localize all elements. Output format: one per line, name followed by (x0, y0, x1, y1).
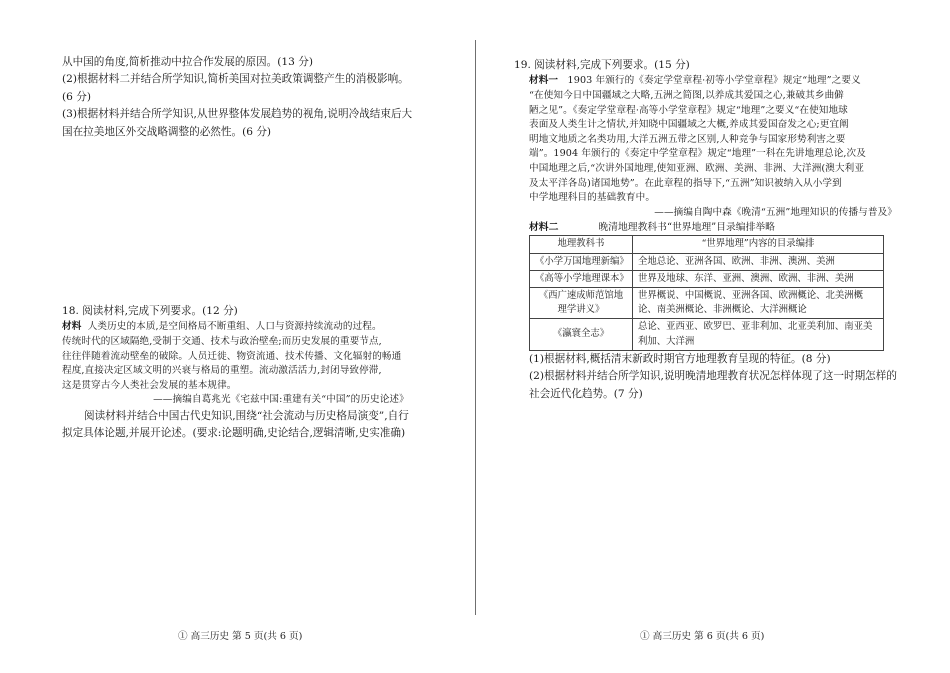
q17-continued (62, 54, 412, 141)
textbook-table (529, 235, 884, 350)
question-18 (62, 303, 409, 443)
q18-material-label: 材料 (62, 321, 82, 333)
table-cell-contents: 世界概说、中国概说、亚洲各国、欧洲概论、北美洲概论、南美洲概论、非洲概论、大洋洲概论 (633, 287, 884, 318)
q18-material-line-1 (62, 320, 409, 335)
q19-question-2-line-2: 社会近代化趋势。(7 分) (529, 387, 643, 400)
q18-material-text-1: 人类历史的本质,是空间格局不断重组、人口与资源持续流动的过程。 (87, 321, 382, 333)
table-cell-textbook: 《小学万国地理新编》 (530, 253, 633, 270)
q19-material1-line-1 (514, 74, 897, 89)
table-cell-textbook: 《瀛寰全志》 (530, 319, 633, 350)
table-caption: 晚清地理教科书“世界地理”目录编排举略 (598, 222, 775, 234)
q19-heading: 19. 阅读材料,完成下列要求。(15 分) (514, 59, 690, 71)
q18-material-line-5: 这是贯穿古今人类社会发展的基本规律。 (62, 379, 237, 391)
q17-line-3: (6 分) (62, 90, 91, 103)
q18-heading: 18. 阅读材料,完成下列要求。(12 分) (62, 305, 238, 317)
q19-question-1: (1)根据材料,概括清末新政时期官方地理教育呈现的特征。(8 分) (529, 352, 831, 365)
page-divider (475, 40, 476, 615)
q18-source: ——摘编自葛兆光《宅兹中国:重建有关“中国”的历史论述》 (153, 394, 409, 406)
table-row (530, 270, 884, 287)
table-row (530, 287, 884, 318)
q19-material2-caption-row (529, 220, 897, 235)
q19-material2-label: 材料二 (529, 222, 559, 234)
left-page-footer: ① 高三历史 第 5 页(共 6 页) (178, 631, 303, 642)
q17-line-1: 从中国的角度,简析推动中拉合作发展的原因。(13 分) (62, 56, 313, 68)
q18-task-line-2: 拟定具体论题,并展开论述。(要求:论题明确,史论结合,逻辑清晰,史实准确) (62, 427, 406, 440)
q18-task-line-1: 阅读材料并结合中国古代史知识,围绕“社会流动与历史格局演变”,自行 (84, 409, 409, 422)
q19-material1-line-9: 中学地理科目的基础教育中。 (529, 192, 656, 204)
q18-material-line-3: 往往伴随着流动壁垒的破除。人员迁徙、物资流通、技术传播、文化辐射的畅通 (62, 350, 402, 362)
table-header-contents: “世界地理”内容的目录编排 (633, 236, 884, 253)
q17-line-4: (3)根据材料并结合所学知识,从世界整体发展趋势的视角,说明冷战结束后大 (62, 108, 413, 121)
table-header-row (530, 236, 884, 253)
q19-material1-line-7: 中国地理之后,“次讲外国地理,使知亚洲、欧洲、美洲、非洲、大洋洲(澳大利亚 (529, 162, 865, 174)
q19-material1-label: 材料一 (529, 75, 559, 87)
table-row (530, 253, 884, 270)
table-cell-textbook: 《高等小学地理课本》 (530, 270, 633, 287)
table-cell-textbook: 《西广速成师范馆地理学讲义》 (530, 287, 633, 318)
right-page-footer: ① 高三历史 第 6 页(共 6 页) (640, 631, 765, 642)
q18-material-line-2: 传统时代的区域隔绝,受制于交通、技术与政治壁垒;而历史发展的重要节点, (62, 336, 382, 347)
table-cell-contents: 总论、亚西亚、欧罗巴、亚非利加、北亚美利加、南亚美利加、大洋洲 (633, 319, 884, 350)
q17-line-5: 国在拉美地区外交战略调整的必然性。(6 分) (62, 125, 272, 138)
q19-material1-text-1: 1903 年颁行的《奏定学堂章程·初等小学堂章程》规定“地理”之要义 (567, 75, 861, 87)
table-cell-contents: 全地总论、亚洲各国、欧洲、非洲、澳洲、美洲 (633, 253, 884, 270)
q19-question-2-line-1: (2)根据材料并结合所学知识,说明晚清地理教育状况怎样体现了这一时期怎样的 (529, 370, 897, 383)
table-row (530, 319, 884, 350)
q18-material-line-4: 程度,直接决定区域文明的兴衰与格局的重塑。流动激活活力,封闭导致停滞, (62, 365, 382, 377)
q19-material1-line-5: 明地文地质之名类功用,大洋五洲五带之区别,人种竞争与国家形势利害之要 (529, 133, 846, 145)
q19-material1-source: ——摘编自陶中森《晚清“五洲”地理知识的传播与普及》 (654, 206, 897, 218)
q19-material1-line-2: “在使知今日中国疆域之大略,五洲之简图,以养成其爱国之心,兼破其乡曲僻 (529, 90, 844, 101)
q19-material1-line-4: 表面及人类生计之情状,并知晓中国疆域之大概,养成其爱国奋发之心;更宜阐 (529, 119, 849, 131)
table-cell-contents: 世界及地球、东洋、亚洲、澳洲、欧洲、非洲、美洲 (633, 270, 884, 287)
q17-line-2: (2)根据材料二并结合所学知识,简析美国对拉美政策调整产生的消极影响。 (62, 73, 409, 86)
table-header-textbook: 地理教科书 (530, 236, 633, 253)
q19-material1-line-8: 及太平洋各岛)诸国地势”。在此章程的指导下,“五洲”知识被纳入从小学到 (529, 177, 842, 189)
question-19 (514, 57, 897, 403)
q19-material1-line-3: 陋之见”。《奏定学堂章程·高等小学堂章程》规定“地理”之要义“在使知地球 (529, 104, 848, 116)
q19-material1-line-6: 端”。1904 年颁行的《奏定中学堂章程》规定“地理”一科在先讲地理总论,次及 (529, 148, 866, 160)
